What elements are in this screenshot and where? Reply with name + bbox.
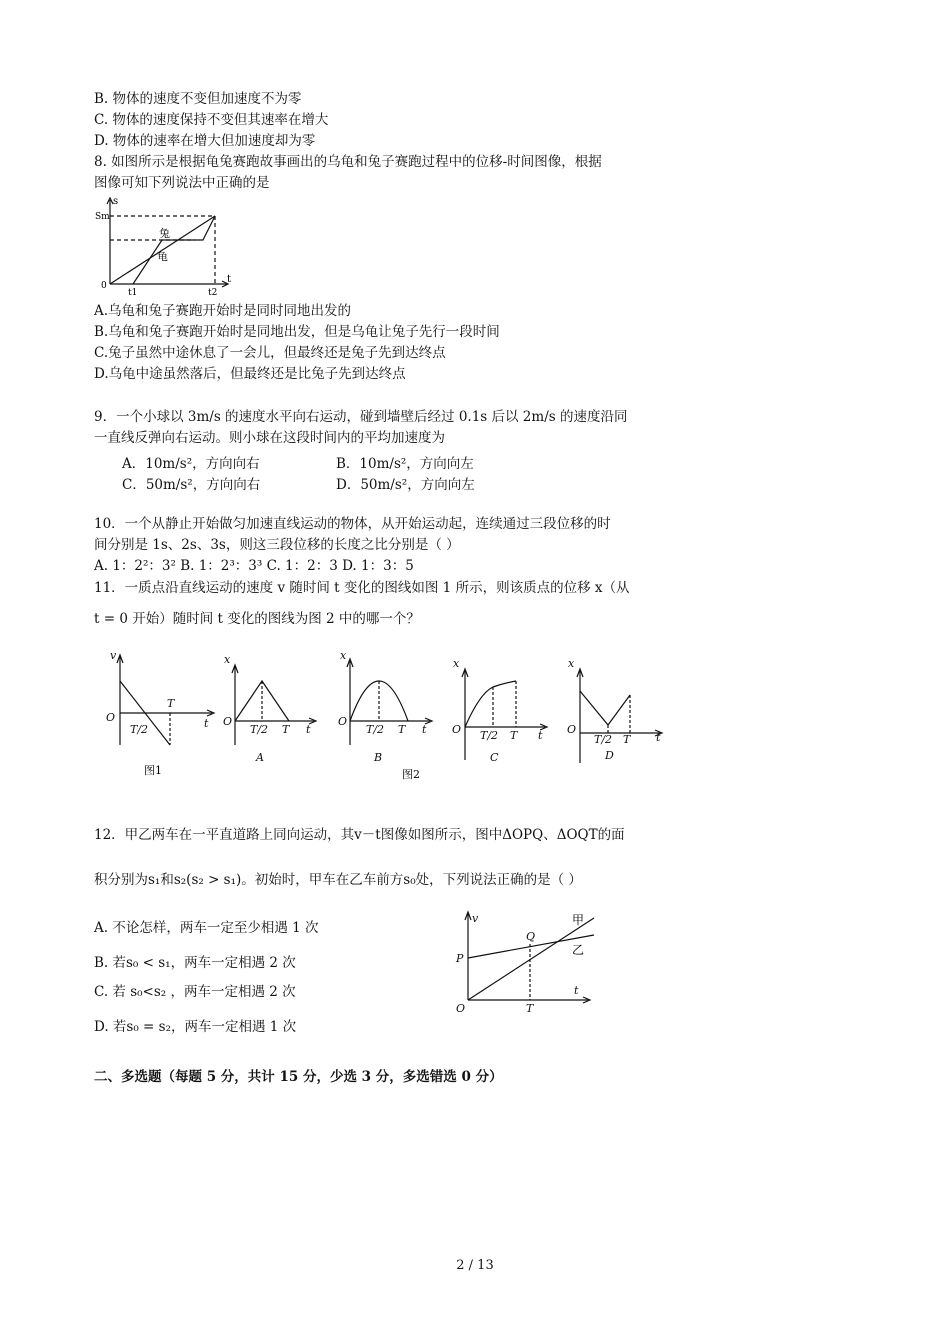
figD-caption: D	[605, 749, 614, 762]
figB-t2-label: T/2	[366, 723, 385, 736]
q8-option-b: B.乌龟和兔子赛跑开始时是同地出发，但是乌龟让兔子先行一段时间	[94, 324, 500, 340]
figC-T-label: T	[510, 729, 518, 742]
figB-T-label: T	[398, 723, 406, 736]
figB-t-label: t	[422, 723, 427, 736]
fig1-t-label: t	[204, 717, 209, 730]
q12-option-d: D. 若s₀ = s₂，两车一定相遇 1 次	[94, 1019, 297, 1035]
fig1-v-label: v	[110, 649, 117, 662]
section2-heading: 二、多选题（每题 5 分，共计 15 分，少选 3 分，多选错选 0 分）	[94, 1069, 503, 1085]
fig2-caption: 图2	[402, 768, 420, 781]
figD-T-label: T	[623, 733, 631, 746]
q12-yi-label: 乙	[572, 943, 585, 957]
q12-stem-line2: 积分别为s₁和s₂(s₂ > s₁)。初始时，甲车在乙车前方s₀处，下列说法正确的是（ ）	[94, 872, 582, 888]
q11-figures	[100, 645, 675, 785]
fig1-caption: 图1	[144, 764, 162, 777]
fig1-o-label: O	[106, 711, 116, 724]
q12-q-label: Q	[526, 930, 536, 943]
q11-stem-line1: 11．一质点沿直线运动的速度 v 随时间 t 变化的图线如图 1 所示，则该质点的位移 x（从	[94, 580, 630, 596]
q12-stem-line1: 12．甲乙两车在一平直道路上同向运动，其v－t图像如图所示，图中ΔOPQ、ΔOQT的面	[94, 827, 625, 843]
fig1-T-label: T	[167, 697, 175, 710]
q9-stem-line2: 一直线反弹向右运动。则小球在这段时间内的平均加速度为	[94, 430, 445, 446]
q12-o-label: O	[456, 1002, 466, 1015]
q12-figure	[448, 908, 608, 1018]
q12-T-label: T	[526, 1002, 534, 1015]
q8-option-c: C.兔子虽然中途休息了一会儿，但最终还是兔子先到达终点	[94, 345, 446, 361]
figD-t-label: t	[656, 731, 661, 744]
q8-rabbit-label: 兔	[159, 227, 170, 240]
q8-option-a: A.乌龟和兔子赛跑开始时是同时同地出发的	[94, 303, 352, 319]
q8-sm-label: Sm	[95, 212, 110, 222]
q10-options: A. 1：2²：3² B. 1：2³：3³ C. 1：2：3 D. 1：3：5	[94, 558, 414, 574]
q12-jia-label: 甲	[572, 913, 585, 927]
q8-s-label: s	[113, 196, 119, 207]
q8-turtle-label: 龟	[157, 250, 168, 263]
q8-figure	[95, 194, 240, 296]
q8-stem-line2: 图像可知下列说法中正确的是	[94, 175, 270, 191]
q9-option-d: D．50m/s²，方向向左	[336, 477, 475, 493]
q12-p-label: P	[456, 952, 464, 965]
q8-origin-label: 0	[101, 281, 107, 291]
q12-option-a: A. 不论怎样，两车一定至少相遇 1 次	[94, 920, 319, 936]
q7-option-d: D. 物体的速率在增大但加速度却为零	[94, 133, 316, 149]
q12-v-label: v	[472, 912, 479, 925]
q7-option-c: C. 物体的速度保持不变但其速率在增大	[94, 112, 329, 128]
q10-stem-line2: 间分别是 1s、2s、3s，则这三段位移的长度之比分别是（ ）	[94, 537, 460, 553]
q9-option-b: B．10m/s²，方向向左	[336, 456, 474, 472]
figA-t-label: t	[306, 723, 311, 736]
page-number: 2 / 13	[456, 1258, 494, 1273]
figD-curve	[580, 691, 630, 725]
q8-t2-label: t2	[208, 288, 218, 296]
figB-x-label: x	[340, 649, 347, 662]
q9-option-c: C．50m/s²，方向向右	[122, 477, 261, 493]
q8-rabbit-line	[133, 216, 215, 284]
q8-stem-line1: 8. 如图所示是根据龟兔赛跑故事画出的乌龟和兔子赛跑过程中的位移-时间图像，根据	[94, 154, 602, 170]
figB-caption: B	[374, 751, 383, 764]
figA-caption: A	[256, 751, 264, 764]
q10-stem-line1: 10．一个从静止开始做匀加速直线运动的物体，从开始运动起，连续通过三段位移的时	[94, 516, 611, 532]
q9-stem-line1: 9．一个小球以 3m/s 的速度水平向右运动，碰到墙壁后经过 0.1s 后以 2m/s 的速度沿同	[94, 409, 628, 425]
q8-t-label: t	[227, 274, 232, 285]
q8-t1-label: t1	[128, 288, 138, 296]
q12-option-c: C. 若 s₀<s₂ ，两车一定相遇 2 次	[94, 984, 296, 1000]
figD-x-label: x	[568, 657, 575, 670]
figC-x-label: x	[453, 657, 460, 670]
figD-t2-label: T/2	[594, 733, 613, 746]
figC-t2-label: T/2	[480, 729, 499, 742]
figC-t-label: t	[538, 729, 543, 742]
figA-o-label: O	[223, 715, 233, 728]
q7-option-b: B. 物体的速度不变但加速度不为零	[94, 91, 302, 107]
figA-t2-label: T/2	[250, 723, 269, 736]
figB-o-label: O	[338, 715, 348, 728]
q8-option-d: D.乌龟中途虽然落后，但最终还是比兔子先到达终点	[94, 366, 406, 382]
figC-caption: C	[490, 751, 499, 764]
figA-x-label: x	[224, 653, 231, 666]
figC-o-label: O	[452, 723, 462, 736]
figD-o-label: O	[567, 723, 577, 736]
q11-stem-line2: t = 0 开始）随时间 t 变化的图线为图 2 中的哪一个？	[94, 611, 420, 627]
q9-option-a: A．10m/s²，方向向右	[122, 456, 260, 472]
q12-t-label: t	[574, 984, 579, 997]
fig1-t2-label: T/2	[130, 723, 149, 736]
figA-T-label: T	[282, 723, 290, 736]
q12-option-b: B. 若s₀ < s₁，两车一定相遇 2 次	[94, 955, 296, 971]
figC-curve	[465, 681, 516, 727]
